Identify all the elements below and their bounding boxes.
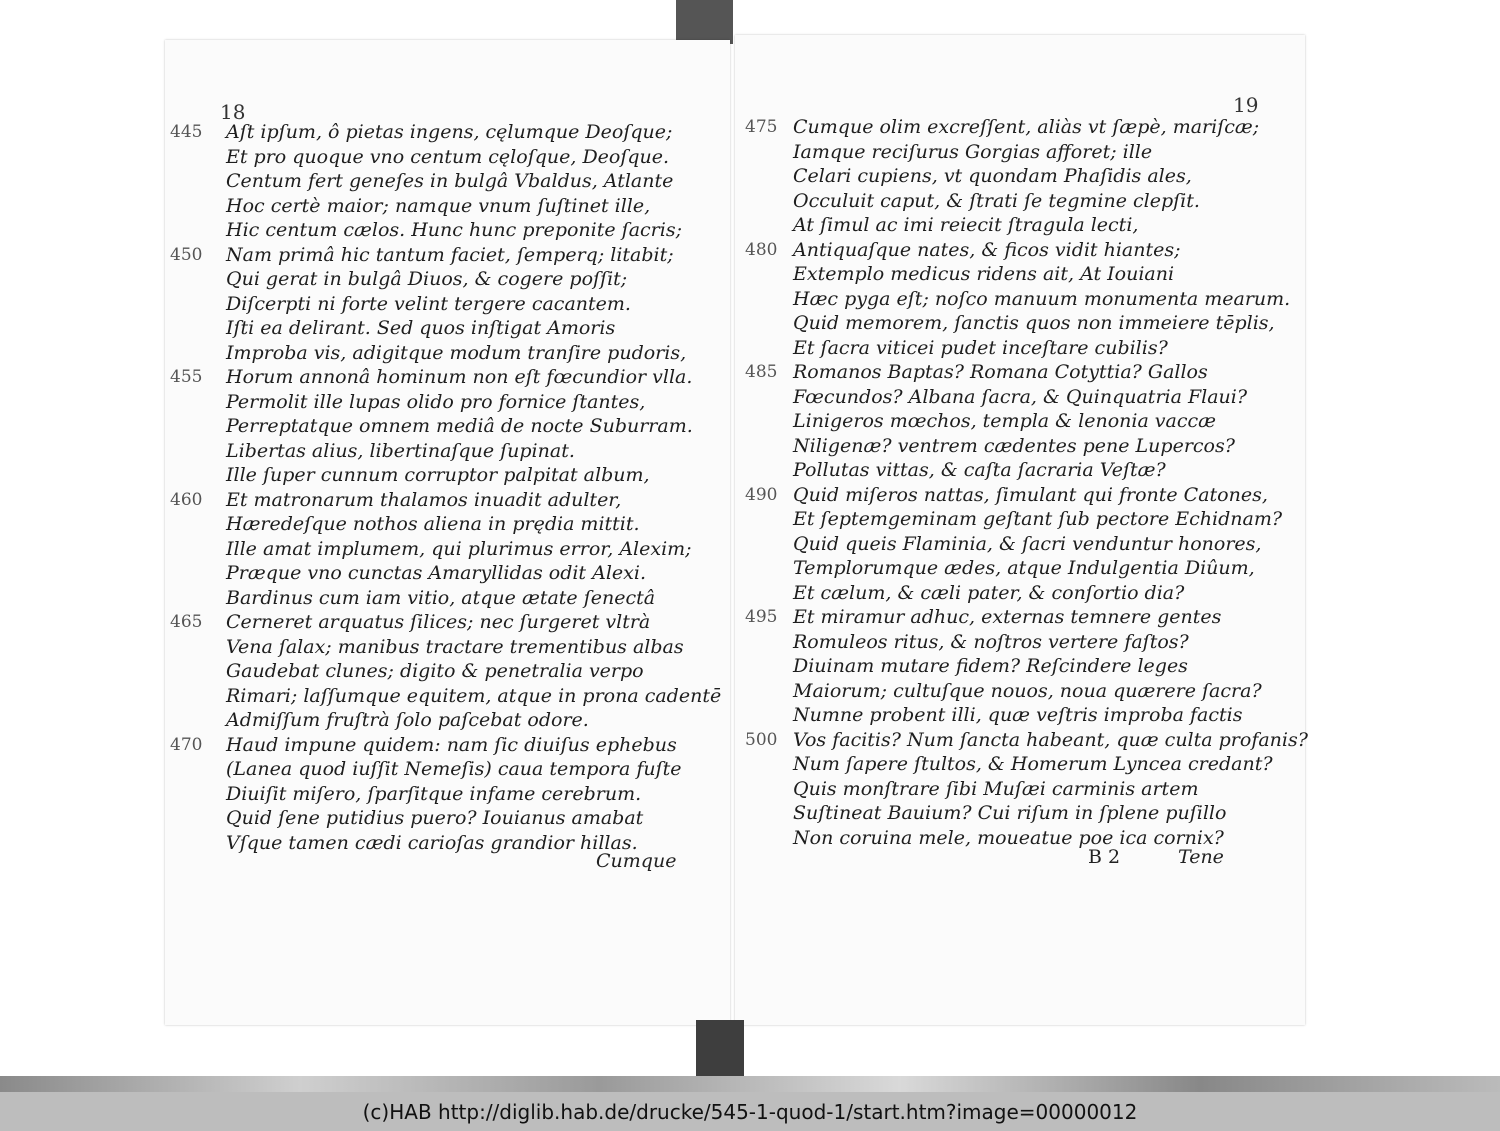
verse-text: Improba vis, adigitque modum tranſire pudoris, <box>226 341 687 364</box>
verse-text: Quid queis Flaminia, & ſacri venduntur honores, <box>793 532 1262 555</box>
right-signature-mark: B 2 <box>1088 846 1121 868</box>
right-verse-block <box>745 115 1308 850</box>
verse-line <box>745 777 1285 802</box>
verse-text: Centum fert geneſes in bulgâ Vbaldus, Atlante <box>226 170 674 192</box>
left-page-number: 18 <box>220 100 246 124</box>
verse-line <box>170 439 690 464</box>
verse-text: Fœcundos? Albana ſacra, & Quinquatria Flaui? <box>793 385 1248 408</box>
verse-line <box>745 630 1285 655</box>
verse-line <box>170 659 690 684</box>
verse-text: Vena ſalax; manibus tractare trementibus albas <box>226 635 684 658</box>
line-number: 490 <box>745 484 778 505</box>
verse-line <box>745 752 1285 777</box>
verse-line <box>745 679 1285 704</box>
verse-text: Iamque reciſurus Gorgias afforet; ille <box>793 140 1153 163</box>
verse-text: Iſti ea delirant. Sed quos inſtigat Amoris <box>226 317 616 339</box>
verse-line <box>170 120 690 145</box>
verse-text: Rimari; laſſumque equitem, atque in prona cadentē <box>226 684 722 707</box>
verse-line <box>170 316 690 341</box>
verse-line <box>745 311 1285 336</box>
verse-line <box>170 561 690 586</box>
verse-text: Suſtineat Bauium? Cui riſum in ſplene puſillo <box>793 802 1227 824</box>
verse-text: Romuleos ritus, & noſtros vertere faſtos? <box>793 630 1189 653</box>
verse-text: Maiorum; cultuſque nouos, noua quærere ſacra? <box>793 679 1262 702</box>
verse-line <box>745 409 1285 434</box>
verse-text: Cumque olim excreſſent, aliàs vt ſæpè, mariſcæ; <box>793 116 1260 138</box>
verse-line <box>745 434 1285 459</box>
verse-text: Quid ſene putidius puero? Iouianus amabat <box>226 807 644 829</box>
verse-text: Templorumque ædes, atque Indulgentia Diûum, <box>793 557 1255 579</box>
verse-text: Et cælum, & cæli pater, & conſortio dia? <box>793 581 1185 604</box>
verse-line <box>745 556 1285 581</box>
verse-text: Perreptatque omnem mediâ de nocte Suburram. <box>226 415 693 437</box>
verse-line <box>745 654 1285 679</box>
verse-text: Extemplo medicus ridens ait, At Iouiani <box>793 263 1175 285</box>
verse-text: Niligenæ? ventrem cædentes pene Lupercos? <box>793 434 1235 457</box>
verse-text: Præque vno cunctas Amaryllidas odit Alexi. <box>226 562 646 584</box>
line-number: 465 <box>170 612 203 632</box>
verse-line <box>170 733 690 758</box>
verse-line <box>745 507 1285 532</box>
verse-line <box>170 757 690 782</box>
verse-line <box>170 463 690 488</box>
verse-text: Nam primâ hic tantum faciet, ſemperq; litabit; <box>226 243 674 266</box>
verse-text: Pollutas vittas, & caſta ſacraria Veſtæ? <box>793 459 1166 481</box>
verse-text: Et ſeptemgeminam geſtant ſub pectore Echidnam? <box>793 508 1283 530</box>
verse-line <box>745 360 1285 385</box>
verse-text: Vos facitis? Num ſancta habeant, quæ culta profanis? <box>793 728 1308 751</box>
verse-line <box>170 145 690 170</box>
verse-line <box>745 605 1285 630</box>
right-page-number: 19 <box>1233 93 1259 117</box>
verse-text: Et pro quoque vno centum cęloſque, Deoſque. <box>226 145 670 168</box>
verse-text: Celari cupiens, vt quondam Phaſidis ales, <box>793 165 1192 187</box>
verse-text: Haud impune quidem: nam ſic diuiſus ephebus <box>226 733 677 756</box>
verse-line <box>745 581 1285 606</box>
line-number: 470 <box>170 734 203 755</box>
verse-line <box>170 365 693 390</box>
verse-text: Quid miſeros nattas, ſimulant qui fronte Catones, <box>793 483 1268 506</box>
verse-text: Et matronarum thalamos inuadit adulter, <box>226 488 622 511</box>
verse-line <box>170 537 690 562</box>
verse-line <box>745 458 1285 483</box>
verse-line <box>745 164 1285 189</box>
verse-text: Diuiſit miſero, ſparſitque infame cerebrum. <box>226 782 642 805</box>
verse-text: Bardinus cum iam vitio, atque ætate ſenectâ <box>226 586 656 609</box>
verse-text: Hæc pyga eſt; noſco manuum monumenta mearum. <box>793 287 1291 310</box>
line-number: 500 <box>745 729 778 750</box>
verse-text: At ſimul ac imi reiecit ſtragula lecti, <box>793 214 1139 236</box>
line-number: 495 <box>745 607 778 627</box>
verse-line <box>170 586 690 611</box>
right-catchword: Tene <box>1178 846 1224 868</box>
verse-line <box>170 610 690 635</box>
verse-text: Diuinam mutare fidem? Reſcindere leges <box>793 655 1188 677</box>
verse-text: Gaudebat clunes; digito & penetralia verpo <box>226 660 644 682</box>
verse-text: (Lanea quod iuſſit Nemeſis) caua tempora fuſte <box>226 758 682 780</box>
verse-line <box>745 140 1285 165</box>
verse-line <box>170 684 722 709</box>
verse-text: Hoc certè maior; namque vnum ſuſtinet ille, <box>226 194 651 217</box>
verse-text: Permolit ille lupas olido pro fornice ſtantes, <box>226 390 646 413</box>
verse-line <box>170 512 690 537</box>
verse-line <box>170 292 690 317</box>
verse-line <box>170 414 693 439</box>
verse-text: Occuluit caput, & ſtrati ſe tegmine clepſit. <box>793 189 1200 212</box>
verse-text: Ille ſuper cunnum corruptor palpitat album, <box>226 464 650 486</box>
verse-line <box>170 488 690 513</box>
scan-edge-strip <box>0 1076 1500 1092</box>
verse-line <box>170 267 690 292</box>
verse-line <box>170 782 690 807</box>
verse-text: Cerneret arquatus ſilices; nec ſurgeret vltrà <box>226 611 651 633</box>
verse-line <box>170 243 690 268</box>
verse-text: Numne probent illi, quæ veſtris improba factis <box>793 704 1243 726</box>
verse-line <box>170 194 690 219</box>
left-catchword: Cumque <box>596 850 677 872</box>
verse-text: Diſcerpti ni forte velint tergere cacantem. <box>226 292 631 315</box>
verse-line <box>170 169 690 194</box>
verse-line <box>745 728 1308 753</box>
footer-credit-text: (c)HAB http://diglib.hab.de/drucke/545-1-quod-1/start.htm?image=00000012 <box>362 1099 1138 1124</box>
verse-line <box>745 262 1285 287</box>
verse-text: Et miramur adhuc, externas temnere gentes <box>793 606 1222 628</box>
verse-text: Qui gerat in bulgâ Diuos, & cogere poſſit; <box>226 268 628 290</box>
verse-text: Num ſapere ſtultos, & Homerum Lyncea credant? <box>793 753 1273 775</box>
verse-text: Non coruina mele, moueatue poe ica cornix? <box>793 826 1224 849</box>
copyright-footer <box>0 1092 1500 1131</box>
verse-text: Quid memorem, ſanctis quos non immeiere tēplis, <box>793 312 1275 334</box>
verse-line <box>745 213 1285 238</box>
verse-line <box>745 238 1285 263</box>
verse-line <box>170 341 690 366</box>
verse-text: Horum annonâ hominum non eſt fœcundior vlla. <box>226 366 693 388</box>
verse-text: Hæredeſque nothos aliena in prędia mittit. <box>226 513 640 535</box>
verse-line <box>745 532 1285 557</box>
verse-text: Linigeros mœchos, templa & lenonia vaccæ <box>793 410 1217 432</box>
verse-text: Et ſacra viticei pudet inceſtare cubilis? <box>793 336 1168 359</box>
verse-line <box>170 708 690 733</box>
line-number: 475 <box>745 117 778 137</box>
line-number: 485 <box>745 362 778 382</box>
verse-line <box>170 806 690 831</box>
verse-text: Quis monſtrare ſibi Muſæi carminis artem <box>793 777 1199 800</box>
verse-line <box>745 703 1285 728</box>
verse-text: Admiſſum fruſtrà ſolo paſcebat odore. <box>226 709 589 731</box>
line-number: 480 <box>745 239 778 260</box>
verse-line <box>745 115 1285 140</box>
line-number: 455 <box>170 367 203 387</box>
verse-line <box>745 801 1285 826</box>
binding-spine-bottom <box>696 1020 744 1080</box>
verse-text: Romanos Baptas? Romana Cotyttia? Gallos <box>793 361 1208 383</box>
line-number: 460 <box>170 489 203 510</box>
verse-text: Ille amat implumem, qui plurimus error, Alexim; <box>226 537 692 560</box>
verse-line <box>170 635 690 660</box>
line-number: 445 <box>170 122 203 142</box>
verse-text: Vſque tamen cædi carioſas grandior hillas. <box>226 831 638 854</box>
verse-line <box>745 287 1291 312</box>
verse-line <box>170 390 690 415</box>
verse-text: Hic centum cælos. Hunc hunc preponite ſacris; <box>226 219 682 241</box>
left-verse-block <box>170 120 722 855</box>
verse-text: Aſt ipſum, ô pietas ingens, cęlumque Deoſque; <box>226 121 673 143</box>
verse-text: Antiquaſque nates, & ficos vidit hiantes; <box>793 238 1181 261</box>
verse-line <box>745 336 1285 361</box>
binding-spine-top <box>676 0 733 44</box>
verse-line <box>170 218 690 243</box>
line-number: 450 <box>170 244 203 265</box>
verse-text: Libertas alius, libertinaſque ſupinat. <box>226 439 575 462</box>
verse-line <box>745 385 1285 410</box>
verse-line <box>745 483 1285 508</box>
verse-line <box>745 189 1285 214</box>
